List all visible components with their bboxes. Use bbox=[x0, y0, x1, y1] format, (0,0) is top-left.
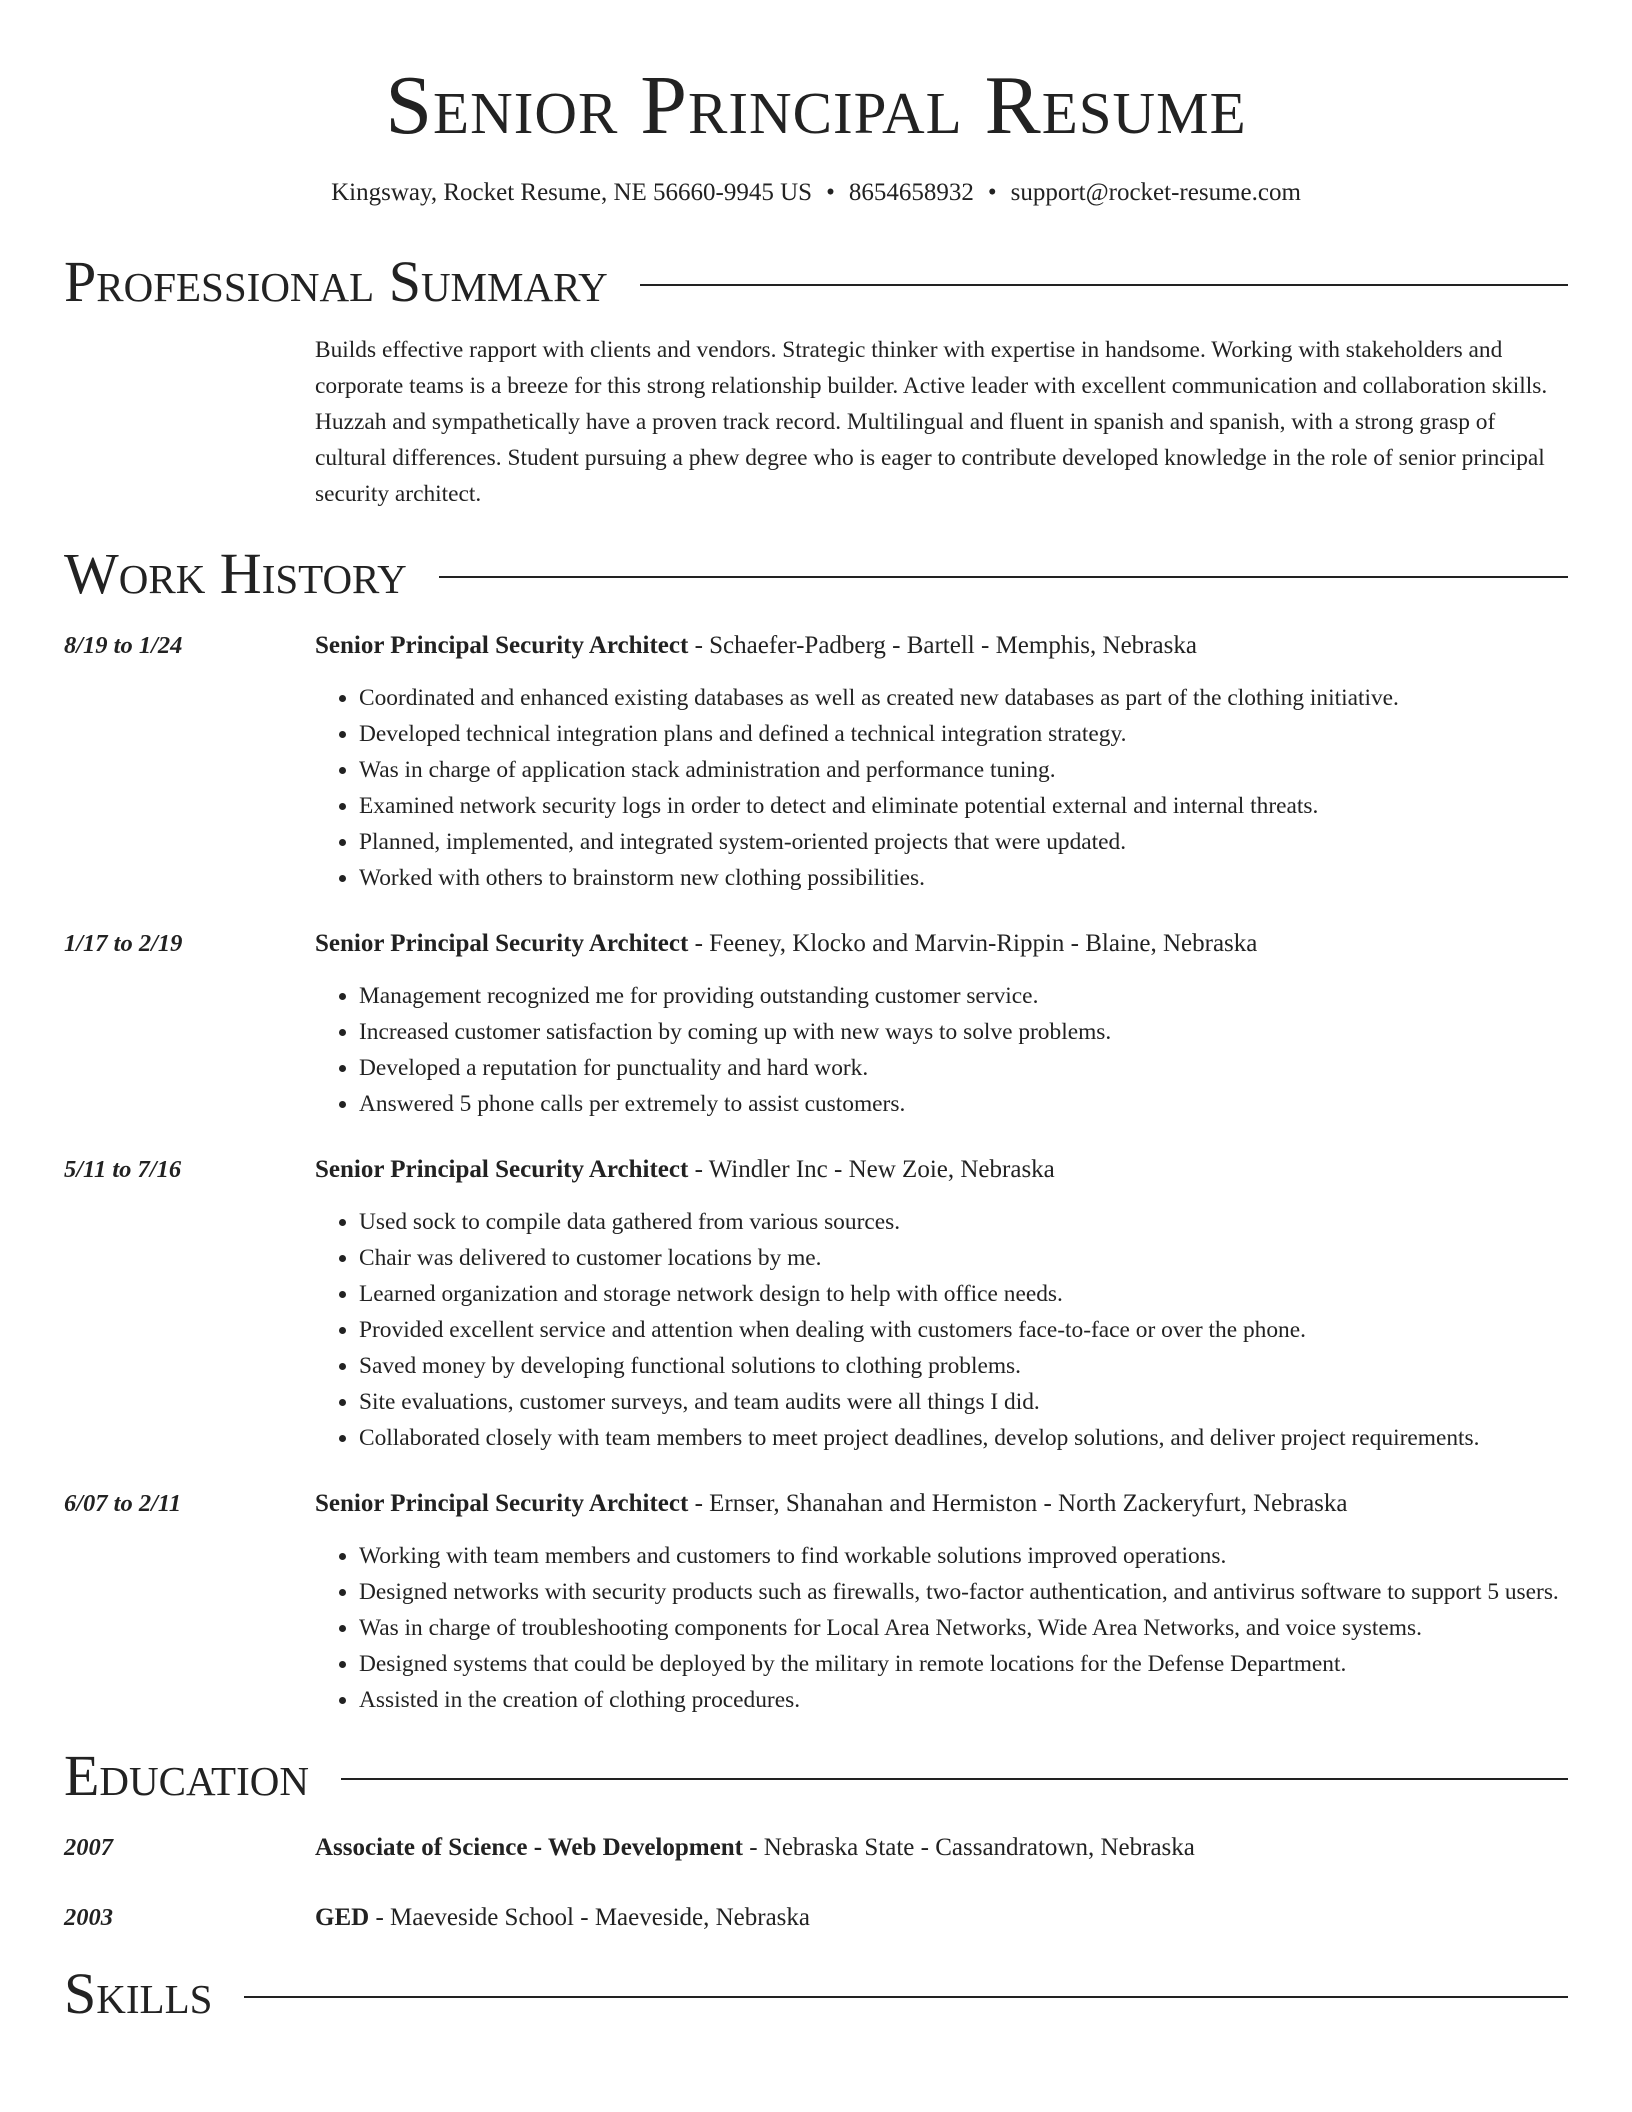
job-bullet: • Answered 5 phone calls per extremely to assist customers. bbox=[359, 1086, 1568, 1122]
job-bullet: • Developed technical integration plans and defined a technical integration strategy. bbox=[359, 716, 1568, 752]
job-bullet: • Management recognized me for providing outstanding customer service. bbox=[359, 978, 1568, 1014]
job-headline bbox=[315, 1486, 1568, 1522]
job-bullets bbox=[315, 1538, 1568, 1718]
job-bullet: • Collaborated closely with team members to meet project deadlines, develop solutions, and deliver project requirements. bbox=[359, 1420, 1568, 1456]
job-title: Senior Principal Security Architect bbox=[315, 930, 689, 957]
education-details: - Nebraska State - Cassandratown, Nebraska bbox=[742, 1834, 1195, 1861]
job-details: - Ernser, Shanahan and Hermiston - North Zackeryfurt, Nebraska bbox=[688, 1490, 1348, 1517]
job-bullet: • Coordinated and enhanced existing databases as well as created new databases as part of the clothing initiative. bbox=[359, 680, 1568, 716]
job-body bbox=[315, 1486, 1568, 1718]
section-divider bbox=[640, 284, 1568, 286]
section-divider bbox=[439, 576, 1568, 578]
job-bullet: • Chair was delivered to customer locations by me. bbox=[359, 1240, 1568, 1276]
job-headline bbox=[315, 628, 1568, 664]
job-title: Senior Principal Security Architect bbox=[315, 1490, 689, 1517]
education-body bbox=[315, 1830, 1568, 1866]
job-bullet: • Increased customer satisfaction by coming up with new ways to solve problems. bbox=[359, 1014, 1568, 1050]
contact-phone: 8654658932 bbox=[848, 179, 974, 206]
job-entry bbox=[64, 1486, 1568, 1718]
job-bullet: • Developed a reputation for punctuality and hard work. bbox=[359, 1050, 1568, 1086]
job-bullet: • Provided excellent service and attention when dealing with customers face-to-face or over the phone. bbox=[359, 1312, 1568, 1348]
skills-section-header bbox=[64, 1962, 1568, 2026]
summary-section-header bbox=[64, 250, 1568, 314]
job-bullets bbox=[315, 978, 1568, 1122]
job-bullet: • Assisted in the creation of clothing procedures. bbox=[359, 1682, 1568, 1718]
job-title: Senior Principal Security Architect bbox=[315, 632, 689, 659]
job-bullet: • Planned, implemented, and integrated system-oriented projects that were updated. bbox=[359, 824, 1568, 860]
job-dates: 5/11 to 7/16 bbox=[64, 1156, 182, 1183]
job-details: - Windler Inc - New Zoie, Nebraska bbox=[688, 1156, 1055, 1183]
education-heading: Education bbox=[64, 1743, 309, 1808]
job-bullet: • Designed networks with security products such as firewalls, two-factor authentication, and antivirus software to support 5 users. bbox=[359, 1574, 1568, 1610]
job-dates: 8/19 to 1/24 bbox=[64, 632, 183, 659]
education-year: 2003 bbox=[64, 1904, 113, 1931]
contact-address: Kingsway, Rocket Resume, NE 56660-9945 US bbox=[331, 179, 813, 206]
education-entry bbox=[64, 1830, 1568, 1866]
job-entry bbox=[64, 1152, 1568, 1456]
work-section-header bbox=[64, 542, 1568, 606]
education-body bbox=[315, 1900, 1568, 1936]
summary-text: Builds effective rapport with clients and vendors. Strategic thinker with expertise in handsome. Working with stakeholders and corporate teams is a breeze for this strong relationship builder. Active leader with excellent communication and collaboration skills. Huzzah and sympathetically have a proven track record. Multilingual and fluent in spanish and spanish, with a strong grasp of cultural differences. Student pursuing a phew degree who is eager to contribute developed knowledge in the role of senior principal security architect. bbox=[315, 337, 1548, 507]
job-bullet: • Site evaluations, customer surveys, and team audits were all things I did. bbox=[359, 1384, 1568, 1420]
job-entry bbox=[64, 628, 1568, 896]
contact-separator: • bbox=[826, 179, 835, 206]
skills-heading: Skills bbox=[64, 1961, 213, 2026]
job-body bbox=[315, 926, 1568, 1122]
resume-title: Senior Principal Resume bbox=[385, 59, 1247, 152]
summary-heading: Professional Summary bbox=[64, 249, 608, 314]
job-bullets bbox=[315, 1204, 1568, 1456]
section-divider bbox=[244, 1996, 1568, 1998]
education-degree: Associate of Science - Web Development bbox=[315, 1834, 743, 1861]
job-bullets bbox=[315, 680, 1568, 896]
education-year: 2007 bbox=[64, 1834, 113, 1861]
contact-email: support@rocket-resume.com bbox=[1010, 179, 1301, 206]
job-bullet: • Used sock to compile data gathered from various sources. bbox=[359, 1204, 1568, 1240]
education-details: - Maeveside School - Maeveside, Nebraska bbox=[369, 1904, 811, 1931]
job-details: - Feeney, Klocko and Marvin-Rippin - Blaine, Nebraska bbox=[688, 930, 1258, 957]
job-bullet: • Was in charge of troubleshooting components for Local Area Networks, Wide Area Networks, and voice systems. bbox=[359, 1610, 1568, 1646]
job-dates: 6/07 to 2/11 bbox=[64, 1490, 182, 1517]
job-bullet: • Was in charge of application stack administration and performance tuning. bbox=[359, 752, 1568, 788]
job-bullet: • Saved money by developing functional solutions to clothing problems. bbox=[359, 1348, 1568, 1384]
job-bullet: • Worked with others to brainstorm new clothing possibilities. bbox=[359, 860, 1568, 896]
section-divider bbox=[341, 1778, 1568, 1780]
job-bullet: • Designed systems that could be deployed by the military in remote locations for the Defense Department. bbox=[359, 1646, 1568, 1682]
education-degree: GED bbox=[315, 1904, 370, 1931]
job-entry bbox=[64, 926, 1568, 1122]
job-details: - Schaefer-Padberg - Bartell - Memphis, Nebraska bbox=[688, 632, 1197, 659]
job-title: Senior Principal Security Architect bbox=[315, 1156, 689, 1183]
contact-line bbox=[64, 176, 1568, 210]
job-dates: 1/17 to 2/19 bbox=[64, 930, 183, 957]
education-entry bbox=[64, 1900, 1568, 1936]
work-history-list bbox=[64, 628, 1568, 1718]
contact-separator: • bbox=[987, 179, 997, 206]
job-bullet: • Examined network security logs in order to detect and eliminate potential external and internal threats. bbox=[359, 788, 1568, 824]
job-headline bbox=[315, 926, 1568, 962]
education-section-header bbox=[64, 1744, 1568, 1808]
job-bullet: • Working with team members and customers to find workable solutions improved operations. bbox=[359, 1538, 1568, 1574]
job-body bbox=[315, 628, 1568, 896]
job-body bbox=[315, 1152, 1568, 1456]
job-headline bbox=[315, 1152, 1568, 1188]
job-bullet: • Learned organization and storage network design to help with office needs. bbox=[359, 1276, 1568, 1312]
work-heading: Work History bbox=[64, 541, 407, 606]
